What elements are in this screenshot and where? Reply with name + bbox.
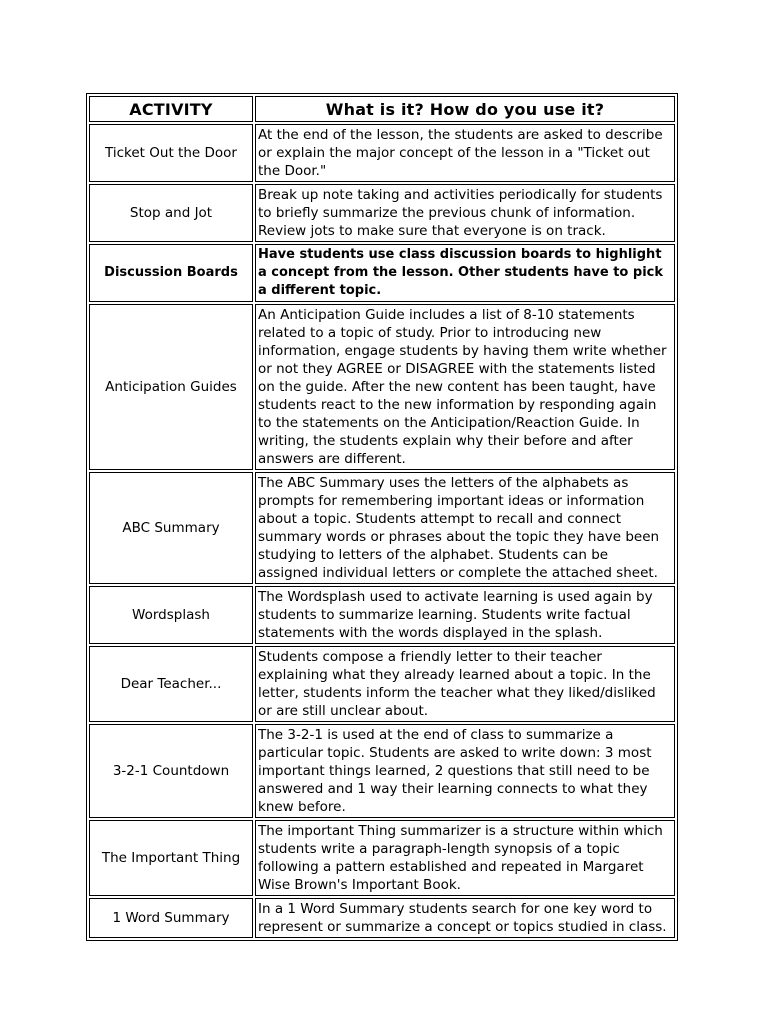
table-row [89,124,675,182]
activity-name: 3-2-1 Countdown [89,724,253,818]
table-row [89,646,675,722]
table-row [89,184,675,242]
activity-description: At the end of the lesson, the students are asked to describe or explain the major concept of the lesson in a "Ticket out the Door." [255,124,675,182]
activity-description: An Anticipation Guide includes a list of 8-10 statements related to a topic of study. Prior to introducing new information, engage students by having them write whether or not they AGREE or DISAGREE with the statements listed on the guide. After the new content has been taught, have students react to the new information by responding again to the statements on the Anticipation/Reaction Guide. In writing, the students explain why their before and after answers are different. [255,304,675,470]
activity-name: Ticket Out the Door [89,124,253,182]
activity-name: Discussion Boards [89,244,253,302]
header-activity: ACTIVITY [89,96,253,122]
table-row [89,304,675,470]
activity-name: 1 Word Summary [89,898,253,938]
activity-description: Have students use class discussion boards to highlight a concept from the lesson. Other students have to pick a different topic. [255,244,675,302]
activity-description: The Wordsplash used to activate learning is used again by students to summarize learning. Students write factual statements with the words displayed in the splash. [255,586,675,644]
activity-name: Wordsplash [89,586,253,644]
header-row [89,96,675,122]
activity-description: Students compose a friendly letter to their teacher explaining what they already learned about a topic. In the letter, students inform the teacher what they liked/disliked or are still unclear about. [255,646,675,722]
activity-description: The important Thing summarizer is a structure within which students write a paragraph-length synopsis of a topic following a pattern established and repeated in Margaret Wise Brown's Important Book. [255,820,675,896]
activity-name: Anticipation Guides [89,304,253,470]
activity-description: Break up note taking and activities periodically for students to briefly summarize the previous chunk of information. Review jots to make sure that everyone is on track. [255,184,675,242]
table-row [89,472,675,584]
activity-name: ABC Summary [89,472,253,584]
activity-name: The Important Thing [89,820,253,896]
activity-description: The 3-2-1 is used at the end of class to summarize a particular topic. Students are asked to write down: 3 most important things learned, 2 questions that still need to be answered and 1 way their learning connects to what they knew before. [255,724,675,818]
activity-name: Stop and Jot [89,184,253,242]
table-row [89,820,675,896]
table-row [89,898,675,938]
table-row [89,244,675,302]
header-description: What is it? How do you use it? [255,96,675,122]
activity-name: Dear Teacher... [89,646,253,722]
table-row [89,724,675,818]
table-row [89,586,675,644]
activity-description: In a 1 Word Summary students search for one key word to represent or summarize a concept or topics studied in class. [255,898,675,938]
activity-table [86,93,678,941]
activity-description: The ABC Summary uses the letters of the alphabets as prompts for remembering important ideas or information about a topic. Students attempt to recall and connect summary words or phrases about the topic they have been studying to letters of the alphabet. Students can be assigned individual letters or complete the attached sheet. [255,472,675,584]
